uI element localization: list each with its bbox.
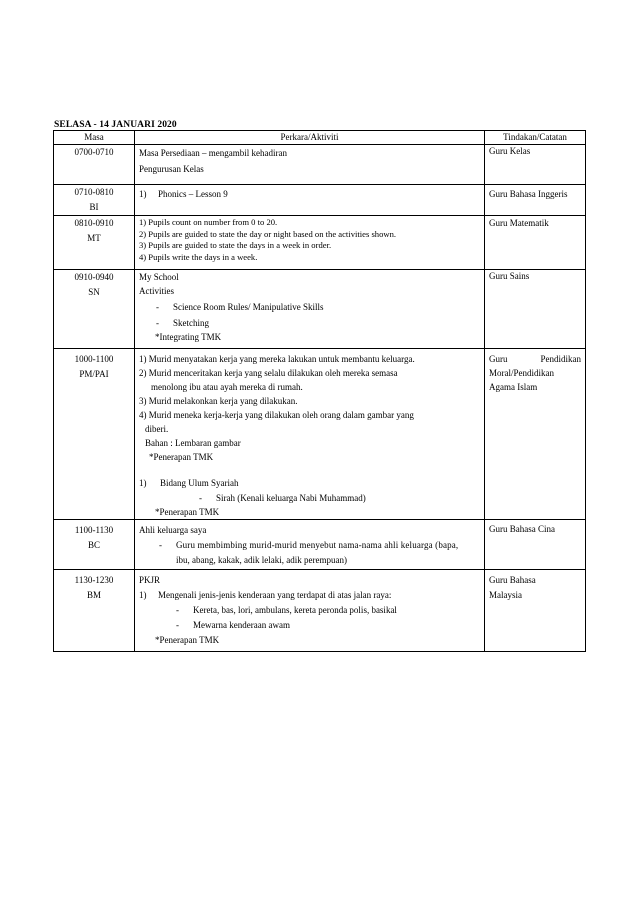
activity-title: PKJR <box>139 575 161 585</box>
subject-label: BI <box>89 202 99 212</box>
tmk-note: *Penerapan TMK <box>155 635 220 645</box>
activity-text: Bidang Ulum Syariah <box>160 478 239 488</box>
page-heading: SELASA - 14 JANUARI 2020 <box>54 120 177 130</box>
item-text: Mewarna kenderaan awam <box>193 620 290 630</box>
activity-line: 1) Pupils count on number from 0 to 20. <box>139 217 278 227</box>
table-row <box>54 570 586 652</box>
schedule-table <box>53 130 586 652</box>
list-number: 1) <box>139 189 147 199</box>
note-text: Pendidikan <box>540 354 581 364</box>
column-header-masa: Masa <box>54 131 135 145</box>
dash-bullet: - <box>176 620 179 630</box>
tmk-note: *Integrating TMK <box>155 332 222 342</box>
subject-label: MT <box>87 233 101 243</box>
activity-line: 1) Murid menyatakan kerja yang mereka lakukan untuk membantu keluarga. <box>139 354 415 364</box>
activity-line <box>139 188 480 200</box>
activity-line <box>139 476 480 490</box>
time-cell <box>54 570 135 652</box>
activity-cell <box>135 216 485 270</box>
activity-line: 3) Murid melakonkan kerja yang dilakukan. <box>139 396 298 406</box>
time-label: 1100-1130 <box>74 525 114 535</box>
activity-line: Masa Persediaan – mengambil kehadiran <box>139 148 287 158</box>
list-item <box>139 491 480 505</box>
activity-cell <box>135 145 485 185</box>
table-header-row <box>54 131 586 145</box>
dash-bullet: - <box>156 318 159 328</box>
note-text: Agama Islam <box>489 382 538 392</box>
activity-line: diberi. <box>145 424 169 434</box>
activity-line: 3) Pupils are guided to state the days in a week in order. <box>139 240 332 250</box>
note-cell <box>485 216 586 270</box>
note-cell <box>485 270 586 349</box>
column-header-perkara: Perkara/Aktiviti <box>135 131 485 145</box>
list-item <box>139 603 480 618</box>
activity-line: 2) Murid menceritakan kerja yang selalu dilakukan oleh mereka semasa <box>139 368 398 378</box>
time-cell <box>54 185 135 216</box>
list-item <box>139 538 480 553</box>
item-text: Guru membimbing murid-murid menyebut nama-nama ahli keluarga (bapa, <box>176 540 459 550</box>
time-cell <box>54 145 135 185</box>
note-text: Guru <box>489 354 508 364</box>
note-cell <box>485 145 586 185</box>
note-line <box>489 352 581 366</box>
note-text: Guru Kelas <box>489 146 531 156</box>
note-cell <box>485 349 586 520</box>
list-item <box>139 300 480 314</box>
activity-line: 2) Pupils are guided to state the day or night based on the activities shown. <box>139 228 397 239</box>
table-row <box>54 216 586 270</box>
time-cell <box>54 520 135 570</box>
note-text: Moral/Pendidikan <box>489 368 554 378</box>
table-row <box>54 270 586 349</box>
note-text: Guru Bahasa Cina <box>489 524 555 534</box>
activity-cell <box>135 185 485 216</box>
note-text: Malaysia <box>489 590 522 600</box>
activity-cell <box>135 520 485 570</box>
time-label: 0710-0810 <box>74 187 114 197</box>
time-cell <box>54 216 135 270</box>
activity-line: menolong ibu atau ayah mereka di rumah. <box>151 382 303 392</box>
dash-bullet: - <box>156 302 159 312</box>
item-text: Sketching <box>173 318 209 328</box>
time-cell <box>54 349 135 520</box>
note-cell <box>485 570 586 652</box>
list-number: 1) <box>139 590 147 600</box>
time-label: 0910-0940 <box>74 272 114 282</box>
spacer <box>139 464 480 476</box>
activity-text: Phonics – Lesson 9 <box>158 189 228 199</box>
subject-label: PM/PAI <box>79 369 109 379</box>
time-label: 1130-1230 <box>74 575 114 585</box>
list-item <box>139 618 480 633</box>
dash-bullet: - <box>159 540 162 550</box>
tmk-note: *Penerapan TMK <box>155 507 220 517</box>
dash-bullet: - <box>199 493 202 503</box>
note-text: Guru Sains <box>489 271 530 281</box>
item-text: Kereta, bas, lori, ambulans, kereta peronda polis, basikal <box>193 605 397 615</box>
activity-line <box>139 588 480 603</box>
activity-cell <box>135 570 485 652</box>
table-row <box>54 185 586 216</box>
table-row <box>54 520 586 570</box>
item-text: Science Room Rules/ Manipulative Skills <box>173 302 324 312</box>
subject-label: SN <box>88 287 100 297</box>
item-text: Sirah (Kenali keluarga Nabi Muhammad) <box>216 493 366 503</box>
activity-cell <box>135 349 485 520</box>
note-text: Guru Bahasa Inggeris <box>489 189 568 199</box>
activity-line: Bahan : Lembaran gambar <box>145 438 241 448</box>
time-label: 0700-0710 <box>74 147 114 157</box>
time-label: 0810-0910 <box>74 218 114 228</box>
note-cell <box>485 520 586 570</box>
list-number: 1) <box>139 478 147 488</box>
tmk-note: *Penerapan TMK <box>149 452 214 462</box>
column-header-tindakan: Tindakan/Catatan <box>485 131 586 145</box>
item-text-continued: ibu, abang, kakak, adik lelaki, adik perempuan) <box>176 555 347 565</box>
activity-line: 4) Pupils write the days in a week. <box>139 251 258 262</box>
note-text: Guru Bahasa <box>489 575 536 585</box>
note-text: Guru Matematik <box>489 218 549 228</box>
activity-subtitle: Activities <box>139 286 174 296</box>
time-label: 1000-1100 <box>74 354 114 364</box>
activity-line: 4) Murid meneka kerja-kerja yang dilakukan oleh orang dalam gambar yang <box>139 410 414 420</box>
subject-label: BC <box>87 540 100 550</box>
time-cell <box>54 270 135 349</box>
activity-text: Mengenali jenis-jenis kenderaan yang terdapat di atas jalan raya: <box>158 590 392 600</box>
activity-title: Ahli keluarga saya <box>139 525 207 535</box>
dash-bullet: - <box>176 605 179 615</box>
table-row <box>54 145 586 185</box>
activity-title: My School <box>139 272 179 282</box>
note-cell <box>485 185 586 216</box>
activity-cell <box>135 270 485 349</box>
activity-line: Pengurusan Kelas <box>139 164 204 174</box>
table-row <box>54 349 586 520</box>
subject-label: BM <box>86 590 101 600</box>
list-item <box>139 316 480 330</box>
